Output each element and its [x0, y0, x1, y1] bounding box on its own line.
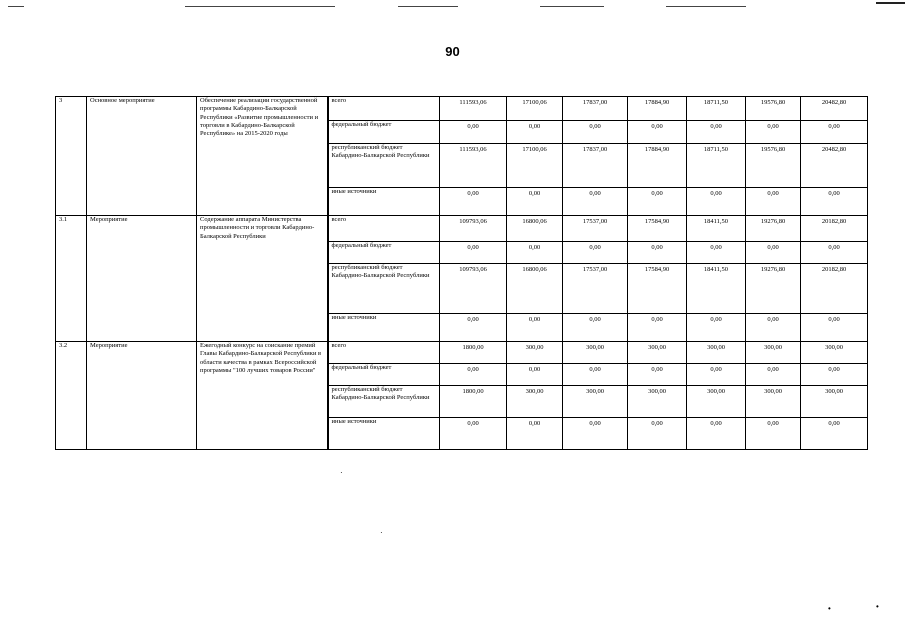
amount-value: 0,00 [528, 244, 541, 251]
amount-value: 109793,06 [459, 218, 487, 225]
amount-value: 300,00 [825, 344, 843, 351]
funding-source: республиканский бюджет Кабардино-Балкарской Республики [328, 386, 440, 418]
amount-cell [440, 418, 507, 450]
amount-cell [507, 121, 563, 144]
amount-value: 17837,00 [582, 99, 608, 106]
scan-speck: • [876, 602, 879, 611]
amount-value: 0,00 [651, 123, 663, 130]
amount-value: 0,00 [828, 316, 840, 323]
funding-source: федеральный бюджет [328, 242, 440, 264]
budget-table [55, 96, 868, 450]
amount-value: 0,00 [589, 244, 601, 251]
amount-value: 300,00 [764, 388, 782, 395]
amount-value: 18411,50 [703, 266, 729, 273]
amount-cell [440, 314, 507, 342]
amount-value: 1800,00 [462, 388, 484, 395]
scan-speck: • [828, 604, 831, 613]
amount-cell [507, 364, 563, 386]
amount-value: 17584,90 [644, 266, 670, 273]
amount-cell [801, 264, 868, 314]
amount-cell [628, 97, 687, 121]
amount-cell [563, 342, 628, 364]
amount-value: 16800,06 [522, 218, 547, 225]
amount-cell [628, 188, 687, 216]
amount-cell [687, 418, 746, 450]
amount-value: 17884,90 [644, 146, 670, 153]
amount-cell [563, 121, 628, 144]
amount-cell [440, 121, 507, 144]
funding-source: республиканский бюджет Кабардино-Балкарской Республики [328, 144, 440, 188]
section-title: Ежегодный конкурс на соискание премий Главы Кабардино-Балкарской Республики в области качества в рамках Всероссийской программы "100 лучших товаров России" [197, 342, 328, 450]
amount-cell [440, 216, 507, 242]
amount-cell [746, 264, 801, 314]
amount-cell [801, 97, 868, 121]
amount-cell [687, 342, 746, 364]
amount-value: 17537,00 [582, 218, 608, 225]
amount-cell [801, 386, 868, 418]
amount-cell [687, 216, 746, 242]
amount-value: 1800,00 [462, 344, 484, 351]
amount-value: 18411,50 [703, 218, 729, 225]
amount-value: 0,00 [589, 123, 601, 130]
amount-cell [746, 314, 801, 342]
amount-cell [628, 364, 687, 386]
amount-value: 20182,80 [821, 218, 847, 225]
amount-cell [507, 144, 563, 188]
amount-value: 0,00 [528, 366, 541, 373]
amount-value: 0,00 [710, 316, 722, 323]
section-number: 3.2 [56, 342, 87, 450]
amount-value: 0,00 [767, 244, 779, 251]
amount-value: 0,00 [589, 316, 601, 323]
funding-source: иные источники [328, 418, 440, 450]
amount-cell [507, 216, 563, 242]
amount-cell [507, 342, 563, 364]
amount-value: 0,00 [651, 366, 663, 373]
section-type: Мероприятие [87, 216, 197, 342]
amount-cell [507, 418, 563, 450]
section-type: Мероприятие [87, 342, 197, 450]
amount-value: 0,00 [828, 123, 840, 130]
amount-value: 0,00 [528, 123, 541, 130]
amount-cell [628, 144, 687, 188]
amount-cell [801, 342, 868, 364]
amount-value: 17584,90 [644, 218, 670, 225]
amount-cell [687, 264, 746, 314]
scan-speck: · [340, 468, 343, 477]
amount-cell [628, 216, 687, 242]
amount-value: 19576,80 [760, 99, 786, 106]
page-number: 90 [445, 44, 460, 59]
funding-source: всего [328, 216, 440, 242]
amount-value: 0,00 [710, 123, 722, 130]
scan-artifact [8, 6, 24, 7]
amount-value: 300,00 [825, 388, 843, 395]
amount-cell [563, 314, 628, 342]
amount-cell [507, 386, 563, 418]
amount-value: 0,00 [528, 316, 541, 323]
amount-value: 18711,50 [703, 99, 729, 106]
amount-cell [628, 314, 687, 342]
amount-value: 0,00 [828, 190, 840, 197]
amount-value: 19276,80 [760, 218, 786, 225]
amount-value: 0,00 [467, 190, 479, 197]
amount-cell [507, 264, 563, 314]
amount-cell [563, 144, 628, 188]
amount-value: 17100,06 [522, 99, 547, 106]
amount-value: 20482,80 [821, 99, 847, 106]
amount-cell [687, 188, 746, 216]
amount-value: 19276,80 [760, 266, 786, 273]
amount-value: 17537,00 [582, 266, 608, 273]
table-row [56, 97, 868, 121]
amount-value: 300,00 [707, 344, 725, 351]
amount-value: 0,00 [828, 366, 840, 373]
amount-value: 0,00 [767, 316, 779, 323]
amount-cell [687, 242, 746, 264]
amount-cell [563, 418, 628, 450]
amount-value: 0,00 [467, 123, 479, 130]
amount-cell [628, 418, 687, 450]
section-number: 3.1 [56, 216, 87, 342]
amount-value: 20182,80 [821, 266, 847, 273]
section-number: 3 [56, 97, 87, 216]
amount-value: 0,00 [710, 420, 722, 427]
amount-value: 20482,80 [821, 146, 847, 153]
amount-cell [801, 314, 868, 342]
amount-cell [746, 386, 801, 418]
amount-cell [507, 188, 563, 216]
amount-value: 300,00 [525, 388, 544, 395]
section-type: Основное мероприятие [87, 97, 197, 216]
amount-cell [563, 188, 628, 216]
amount-cell [440, 242, 507, 264]
table-row [56, 216, 868, 242]
amount-cell [440, 342, 507, 364]
amount-cell [440, 188, 507, 216]
amount-value: 0,00 [467, 316, 479, 323]
funding-source: федеральный бюджет [328, 121, 440, 144]
amount-cell [746, 216, 801, 242]
amount-value: 0,00 [467, 244, 479, 251]
amount-value: 0,00 [710, 366, 722, 373]
amount-value: 0,00 [828, 244, 840, 251]
amount-value: 300,00 [707, 388, 725, 395]
amount-cell [563, 386, 628, 418]
amount-value: 0,00 [651, 190, 663, 197]
amount-cell [746, 97, 801, 121]
amount-value: 19576,80 [760, 146, 786, 153]
amount-cell [801, 418, 868, 450]
amount-value: 0,00 [467, 366, 479, 373]
scan-artifact [398, 6, 458, 7]
amount-cell [687, 386, 746, 418]
amount-cell [746, 418, 801, 450]
amount-cell [801, 188, 868, 216]
amount-value: 0,00 [528, 190, 541, 197]
amount-value: 300,00 [586, 344, 604, 351]
amount-cell [687, 144, 746, 188]
amount-value: 16800,06 [522, 266, 547, 273]
amount-cell [563, 364, 628, 386]
amount-cell [746, 144, 801, 188]
funding-source: республиканский бюджет Кабардино-Балкарской Республики [328, 264, 440, 314]
amount-value: 0,00 [828, 420, 840, 427]
amount-cell [687, 121, 746, 144]
amount-cell [687, 364, 746, 386]
amount-cell [440, 264, 507, 314]
amount-value: 0,00 [589, 366, 601, 373]
amount-value: 0,00 [767, 123, 779, 130]
scan-artifact [876, 2, 905, 4]
scan-speck: · [380, 528, 383, 537]
amount-value: 300,00 [648, 388, 666, 395]
amount-cell [440, 144, 507, 188]
table-row [56, 342, 868, 364]
scan-artifact [540, 6, 604, 7]
amount-value: 300,00 [586, 388, 604, 395]
funding-source: всего [328, 97, 440, 121]
amount-cell [746, 342, 801, 364]
amount-cell [801, 144, 868, 188]
amount-cell [628, 342, 687, 364]
amount-cell [801, 121, 868, 144]
amount-value: 111593,06 [459, 99, 487, 106]
amount-value: 300,00 [525, 344, 544, 351]
amount-cell [746, 188, 801, 216]
amount-value: 0,00 [467, 420, 479, 427]
amount-value: 0,00 [589, 420, 601, 427]
amount-value: 17884,90 [644, 99, 670, 106]
amount-cell [440, 386, 507, 418]
amount-value: 0,00 [528, 420, 541, 427]
amount-cell [563, 242, 628, 264]
amount-value: 0,00 [651, 244, 663, 251]
amount-cell [507, 97, 563, 121]
amount-cell [746, 242, 801, 264]
amount-cell [563, 264, 628, 314]
amount-cell [801, 364, 868, 386]
amount-cell [507, 314, 563, 342]
amount-value: 0,00 [710, 190, 722, 197]
funding-source: иные источники [328, 314, 440, 342]
amount-cell [746, 121, 801, 144]
section-title: Обеспечение реализации государственной программы Кабардино-Балкарской Республики «Развитие промышленности и торговли в Кабардино-Балкарской Республике» на 2015-2020 годы [197, 97, 328, 216]
amount-value: 0,00 [767, 420, 779, 427]
amount-value: 17100,06 [522, 146, 547, 153]
scan-artifact [185, 6, 335, 7]
amount-value: 0,00 [710, 244, 722, 251]
funding-source: иные источники [328, 188, 440, 216]
amount-cell [628, 386, 687, 418]
amount-cell [440, 364, 507, 386]
amount-cell [563, 216, 628, 242]
scan-artifact [666, 6, 746, 7]
amount-value: 109793,06 [459, 266, 487, 273]
amount-value: 111593,06 [459, 146, 487, 153]
amount-cell [440, 97, 507, 121]
amount-cell [628, 121, 687, 144]
amount-cell [687, 314, 746, 342]
amount-cell [746, 364, 801, 386]
amount-value: 0,00 [589, 190, 601, 197]
amount-value: 300,00 [648, 344, 666, 351]
funding-source: федеральный бюджет [328, 364, 440, 386]
amount-cell [563, 97, 628, 121]
amount-cell [687, 97, 746, 121]
amount-value: 300,00 [764, 344, 782, 351]
funding-source: всего [328, 342, 440, 364]
amount-cell [801, 216, 868, 242]
amount-value: 0,00 [767, 366, 779, 373]
amount-value: 18711,50 [703, 146, 729, 153]
amount-cell [801, 242, 868, 264]
amount-cell [507, 242, 563, 264]
section-title: Содержание аппарата Министерства промышленности и торговли Кабардино-Балкарской Республики [197, 216, 328, 342]
amount-value: 0,00 [651, 316, 663, 323]
amount-value: 0,00 [767, 190, 779, 197]
amount-value: 17837,00 [582, 146, 608, 153]
amount-value: 0,00 [651, 420, 663, 427]
amount-cell [628, 264, 687, 314]
amount-cell [628, 242, 687, 264]
